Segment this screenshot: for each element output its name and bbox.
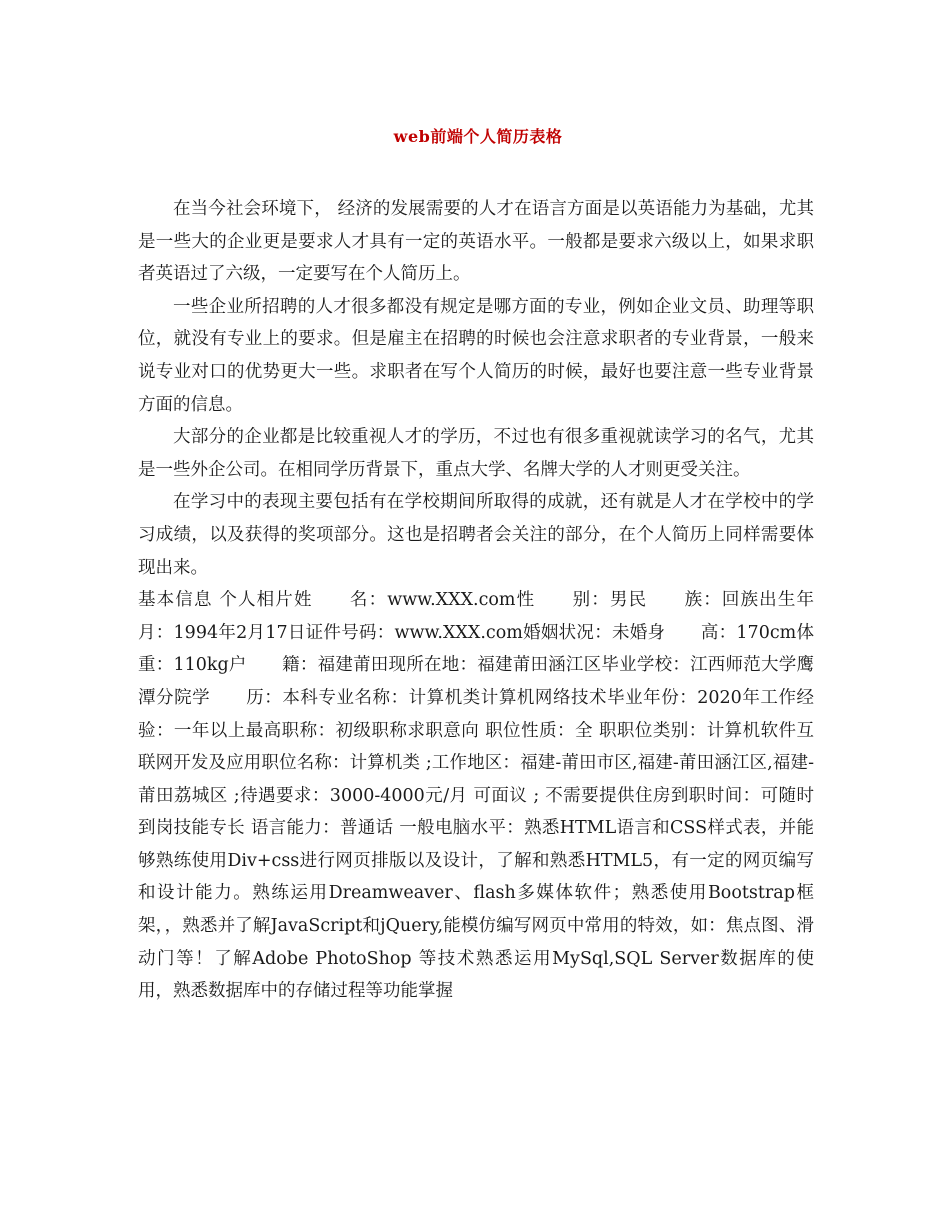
- paragraph-english-ability: 在当今社会环境下， 经济的发展需要的人才在语言方面是以英语能力为基础，尤其是一些大的企业更是要求人才具有一定的英语水平。一般都是要求六级以上，如果求职者英语过了六级，一定要写在个人简历上。: [138, 199, 814, 285]
- document-body: [138, 193, 814, 1008]
- paragraph-education: 大部分的企业都是比较重视人才的学历，不过也有很多重视就读学习的名气，尤其是一些外企公司。在相同学历背景下，重点大学、名牌大学的人才则更受关注。: [138, 427, 814, 480]
- paragraph-school-performance: 在学习中的表现主要包括有在学校期间所取得的成就，还有就是人才在学校中的学习成绩，以及获得的奖项部分。这也是招聘者会关注的部分，在个人简历上同样需要体现出来。: [138, 492, 814, 578]
- resume-info-block: 基本信息 个人相片姓 名：www.XXX.com性 别：男民 族：回族出生年月：1994年2月17日证件号码：www.XXX.com婚姻状况：未婚身 高：170cm体重：110kg户 籍：福建莆田现所在地：福建莆田涵江区毕业学校：江西师范大学鹰潭分院学 历：本科专业名称：计算机类计算机网络技术毕业年份：2020年工作经验：一年以上最高职称：初级职称求职意向 职位性质：全 职职位类别：计算机软件互联网开发及应用职位名称：计算机类 ;工作地区：福建-莆田市区,福建-莆田涵江区,福建-莆田荔城区 ;待遇要求：3000-4000元/月 可面议 ; 不需要提供住房到职时间：可随时到岗技能专长 语言能力：普通话 一般电脑水平：熟悉HTML语言和CSS样式表，并能够熟练使用Div+css进行网页排版以及设计，了解和熟悉HTML5，有一定的网页编写和设计能力。熟练运用Dreamweaver、flash多媒体软件；熟悉使用Bootstrap框架，，熟悉并了解JavaScript和jQuery,能模仿编写网页中常用的特效，如：焦点图、滑动门等！了解Adobe PhotoShop 等技术熟悉运用MySql,SQL Server数据库的使用，熟悉数据库中的存储过程等功能掌握: [138, 590, 814, 1002]
- paragraph-major-background: 一些企业所招聘的人才很多都没有规定是哪方面的专业，例如企业文员、助理等职位，就没有专业上的要求。但是雇主在招聘的时候也会注意求职者的专业背景，一般来说专业对口的优势更大一些。求职者在写个人简历的时候，最好也要注意一些专业背景方面的信息。: [138, 296, 814, 415]
- document-title: web前端个人简历表格: [393, 127, 563, 146]
